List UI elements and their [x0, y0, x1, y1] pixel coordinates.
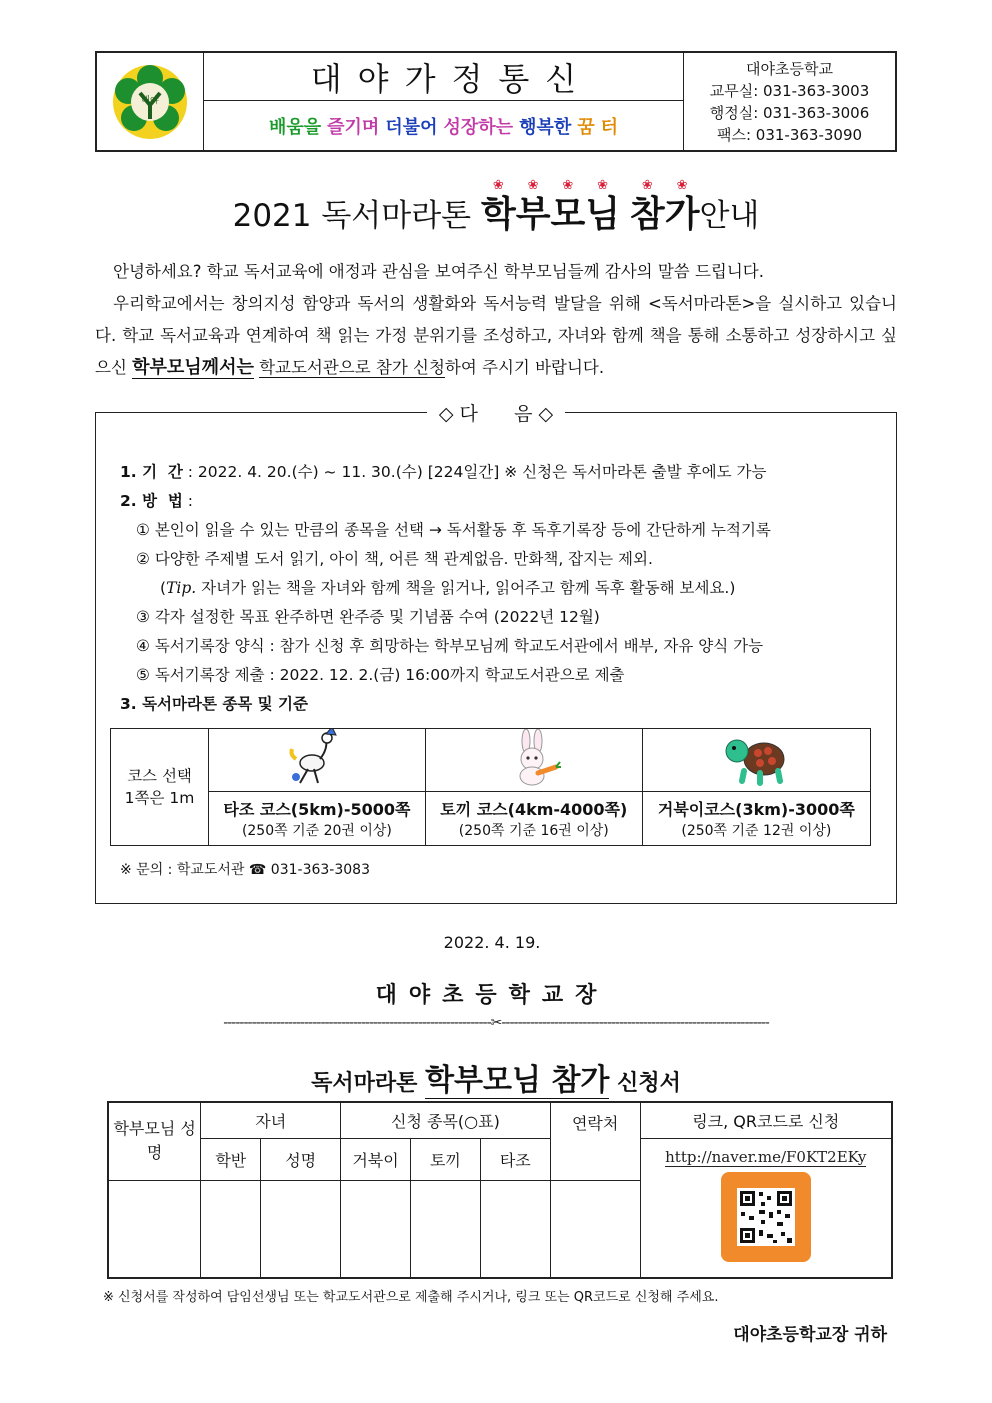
details-box: [95, 403, 897, 904]
sub-ostrich: 타조: [480, 1138, 550, 1180]
inquiry-note: ※ 문의 : 학교도서관 ☎ 031-363-3083: [120, 862, 370, 878]
rabbit-image-cell: [425, 729, 642, 792]
motto-word: 즐기며: [327, 116, 380, 138]
motto-word: 배움을: [268, 116, 322, 138]
ostrich-icon: [282, 729, 352, 787]
input-ostrich[interactable]: [480, 1180, 550, 1278]
period-line: 1. 기 간 : 2022. 4. 20.(수) ~ 11. 30.(수) [224일간] ※ 신청은 독서마라톤 출발 후에도 가능: [120, 463, 767, 481]
form-title-emphasis: 학부모님 참가: [425, 1063, 610, 1098]
method-line: 2. 방 법 :: [120, 492, 193, 510]
signoff: 대야초등학교장 귀하: [733, 1325, 887, 1345]
col-link: 링크, QR코드로 신청: [640, 1102, 892, 1138]
title-emphasis-parents: ❀ ❀ ❀ ❀ 학부모님: [480, 178, 621, 235]
sub-turtle: 거북이: [341, 1138, 411, 1180]
rabbit-icon: [504, 729, 564, 787]
course-table: [110, 728, 871, 846]
course-rabbit: 토끼 코스(4km-4000쪽) (250쪽 기준 16권 이상): [425, 792, 642, 846]
newsletter-header: [95, 51, 897, 152]
header-title-cell: [204, 53, 684, 150]
turtle-image-cell: [642, 729, 870, 792]
contact-line: 팩스: 031-363-3090: [716, 125, 863, 144]
emphasis-dots: ❀ ❀ ❀ ❀: [492, 178, 609, 193]
details-heading: ◇ 다 음 ◇: [96, 399, 896, 426]
contact-line: 교무실: 031-363-3003: [709, 81, 870, 100]
title-emphasis-join: ❀ ❀ 참가: [629, 178, 700, 235]
form-title: 독서마라톤 학부모님 참가 신청서: [311, 1063, 681, 1098]
motto-word: 터: [600, 116, 619, 138]
page-title: [0, 178, 992, 237]
newsletter-title: 대야가정통신: [204, 53, 683, 101]
application-form-table: [107, 1101, 893, 1279]
link-qr-cell: [640, 1138, 892, 1278]
intro-paragraph-2: 우리학교에서는 창의지성 함양과 독서의 생활화와 독서능력 발달을 위해 <독서마라톤>을 실시하고 있습니다. 학교 독서교육과 연계하여 책 읽는 가정 분위기를 조성하고, 자녀와 함께 책을 통해 소통하고 성장하시고 싶으신 학부모님께서는 학교도서관으로 참가 신청하여 주시기 바랍니다.: [95, 294, 897, 378]
sub-rabbit: 토끼: [410, 1138, 480, 1180]
qr-code-icon[interactable]: [721, 1172, 811, 1262]
method-item: ④ 독서기록장 양식 : 참가 신청 후 희망하는 학부모님께 학교도서관에서 배부, 자유 양식 가능: [136, 637, 764, 655]
motto-word: 더불어: [385, 116, 438, 138]
input-turtle[interactable]: [341, 1180, 411, 1278]
method-item: ⑤ 독서기록장 제출 : 2022. 12. 2.(금) 16:00까지 학교도서관으로 제출: [136, 666, 625, 684]
contact-line: 행정실: 031-363-3006: [709, 103, 870, 122]
cut-line: ------------------------------------------------------------------✂------------------------------------------------------------------: [223, 1015, 769, 1031]
school-logo-icon: [111, 63, 189, 141]
input-child-name[interactable]: [261, 1180, 341, 1278]
form-footnote: ※ 신청서를 작성하여 담임선생님 또는 학교도서관으로 제출해 주시거나, 링크 또는 QR코드로 신청해 주세요.: [103, 1290, 719, 1305]
course-ostrich: 타조 코스(5km)-5000쪽 (250쪽 기준 20권 이상): [209, 792, 426, 846]
scissors-icon: ✂: [490, 1015, 502, 1031]
sub-grade: 학반: [201, 1138, 261, 1180]
section-3-heading: 3. 독서마라톤 종목 및 기준: [120, 695, 308, 713]
input-parent-name[interactable]: [108, 1180, 201, 1278]
method-item: ① 본인이 읽을 수 있는 만큼의 종목을 선택 → 독서활동 후 독후기록장 등에 간단하게 누적기록: [136, 521, 771, 539]
contact-cell: [684, 53, 895, 150]
logo-text: 대야: [141, 95, 159, 106]
emphasis-dots: ❀ ❀: [641, 178, 688, 193]
col-contact: 연락처: [550, 1102, 640, 1180]
col-child: 자녀: [201, 1102, 341, 1138]
col-course: 신청 종목(○표): [341, 1102, 551, 1138]
school-name: 대야초등학교: [746, 59, 833, 78]
method-item: ③ 각자 설정한 목표 완주하면 완주증 및 기념품 수여 (2022년 12월): [136, 608, 600, 626]
title-post: 안내: [699, 198, 760, 234]
input-rabbit[interactable]: [410, 1180, 480, 1278]
ostrich-image-cell: [209, 729, 426, 792]
turtle-icon: [720, 729, 792, 787]
school-logo-cell: [97, 53, 204, 150]
course-turtle: 거북이코스(3km)-3000쪽 (250쪽 기준 12권 이상): [642, 792, 870, 846]
sub-child-name: 성명: [261, 1138, 341, 1180]
qr-pattern-icon: [737, 1188, 795, 1246]
motto-word: 성장하는: [443, 116, 514, 138]
intro-underline-parents: 학부모님께서는: [132, 357, 254, 378]
motto-word: 행복한: [519, 116, 572, 138]
input-grade[interactable]: [201, 1180, 261, 1278]
tip-line: (Tip. 자녀가 읽는 책을 자녀와 함께 책을 읽거나, 읽어주고 함께 독후 활동해 보세요.): [160, 579, 736, 597]
signup-link[interactable]: http://naver.me/F0KT2EKy: [665, 1147, 867, 1166]
school-motto: [204, 101, 683, 150]
notice-date: 2022. 4. 19.: [443, 933, 541, 952]
details-lines: [120, 458, 886, 719]
col-parent-name: 학부모님 성명: [108, 1102, 201, 1180]
title-pre: 2021 독서마라톤: [232, 198, 481, 234]
intro-underline-apply: 학교도서관으로 참가 신청: [259, 358, 445, 377]
motto-word: 꿈: [577, 116, 595, 138]
principal-signature: 대야초등학교장: [375, 983, 609, 1008]
input-contact[interactable]: [550, 1180, 640, 1278]
intro-paragraph-1: 안녕하세요? 학교 독서교육에 애정과 관심을 보여주신 학부모님들께 감사의 말씀 드립니다.: [113, 262, 764, 281]
method-item: ② 다양한 주제별 도서 읽기, 아이 책, 어른 책 관계없음. 만화책, 잡지는 제외.: [136, 550, 653, 568]
course-label: 코스 선택 1쪽은 1m: [111, 729, 209, 846]
intro-text: [95, 256, 897, 384]
